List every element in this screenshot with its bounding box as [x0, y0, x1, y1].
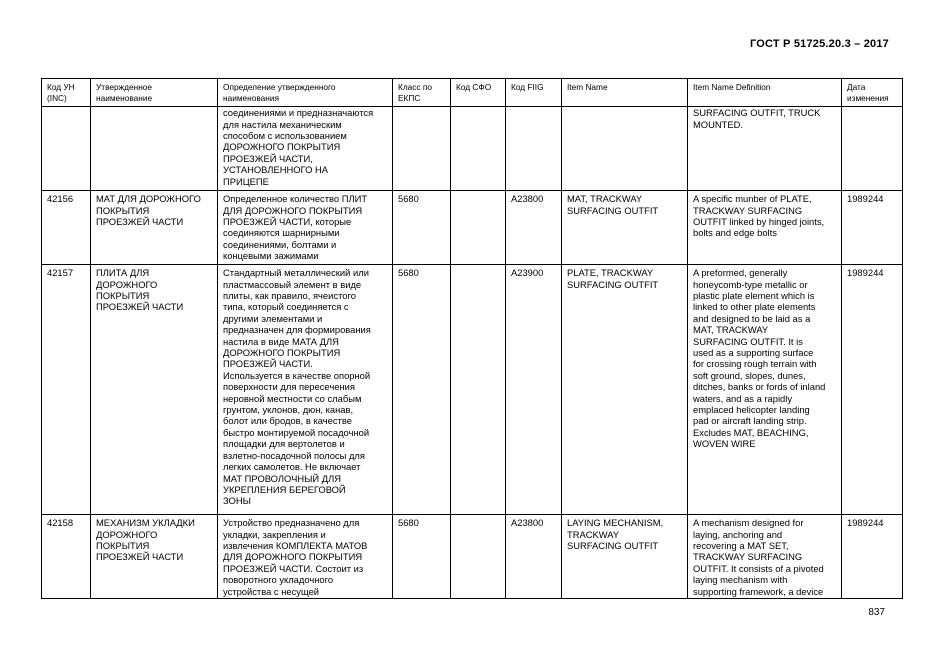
classification-table [41, 78, 903, 599]
cell-inc [42, 107, 91, 191]
cell-sfo-code [451, 515, 506, 599]
cell-inc: 42157 [42, 265, 91, 515]
cell-sfo-code [451, 265, 506, 515]
cell-item-name: PLATE, TRACKWAY SURFACING OUTFIT [562, 265, 688, 515]
cell-approved-name: МЕХАНИЗМ УКЛАДКИ ДОРОЖНОГО ПОКРЫТИЯ ПРОЕЗЖЕЙ ЧАСТИ [91, 515, 218, 599]
cell-definition: Определенное количество ПЛИТ ДЛЯ ДОРОЖНОГО ПОКРЫТИЯ ПРОЕЗЖЕЙ ЧАСТИ, которые соединяются шарнирными соединениями, болтами и концевыми зажимами [218, 191, 393, 265]
cell-fiig-code [506, 107, 562, 191]
table-header-row [42, 79, 903, 107]
col-header-item-name: Item Name [562, 79, 688, 107]
cell-definition: Устройство предназначено для укладки, закрепления и извлечения КОМПЛЕКТА МАТОВ ДЛЯ ДОРОЖНОГО ПОКРЫТИЯ ПРОЕЗЖЕЙ ЧАСТИ. Состоит из поворотного укладочного устройства с несущей [218, 515, 393, 599]
document-title: ГОСТ Р 51725.20.3 – 2017 [749, 38, 889, 50]
cell-definition: Стандартный металлический или пластмассовый элемент в виде плиты, как правило, ячеистого типа, который соединяется с другими элементами и предназначен для формирования настила в виде МАТА ДЛЯ ДОРОЖНОГО ПОКРЫТИЯ ПРОЕЗЖЕЙ ЧАСТИ. Используется в качестве опорной поверхности для пересечения неровной местности со слабым грунтом, уклонов, дюн, канав, болот или бродов, в качестве быстро монтируемой посадочной площадки для вертолетов и взлетно-посадочной полосы для легких самолетов. Не включает МАТ ПРОВОЛОЧНЫЙ ДЛЯ УКРЕПЛЕНИЯ БЕРЕГОВОЙ ЗОНЫ [218, 265, 393, 515]
cell-change-date: 1989244 [842, 265, 903, 515]
cell-item-definition: SURFACING OUTFIT, TRUCK MOUNTED. [688, 107, 842, 191]
cell-change-date: 1989244 [842, 191, 903, 265]
table-row [42, 515, 903, 599]
table-row [42, 265, 903, 515]
cell-approved-name: ПЛИТА ДЛЯ ДОРОЖНОГО ПОКРЫТИЯ ПРОЕЗЖЕЙ ЧАСТИ [91, 265, 218, 515]
cell-change-date: 1989244 [842, 515, 903, 599]
col-header-sfo-code: Код СФО [451, 79, 506, 107]
cell-inc: 42156 [42, 191, 91, 265]
col-header-item-name-definition: Item Name Definition [688, 79, 842, 107]
cell-item-definition: A preformed, generally honeycomb-type metallic or plastic plate element which is linked to other plate elements and designed to be laid as a MAT, TRACKWAY SURFACING OUTFIT. It is used as a supporting surface for crossing rough terrain with soft ground, slopes, dunes, ditches, banks or fords of inland waters, and as a rapidly emplaced helicopter landing pad or aircraft landing strip. Excludes MAT, BEACHING, WOVEN WIRE [688, 265, 842, 515]
col-header-change-date: Дата изменения [842, 79, 903, 107]
cell-fiig-code: A23800 [506, 191, 562, 265]
cell-item-definition: A mechanism designed for laying, anchoring and recovering a MAT SET, TRACKWAY SURFACING OUTFIT. It consists of a pivoted laying mechanism with supporting framework, a device [688, 515, 842, 599]
cell-item-definition: A specific munber of PLATE, TRACKWAY SURFACING OUTFIT linked by hinged joints, bolts and edge bolts [688, 191, 842, 265]
cell-fiig-code: A23800 [506, 515, 562, 599]
col-header-definition: Определение утвержденного наименования [218, 79, 393, 107]
cell-ekps-class: 5680 [393, 265, 451, 515]
cell-ekps-class: 5680 [393, 515, 451, 599]
cell-sfo-code [451, 191, 506, 265]
cell-definition: соединениями и предназначаются для настила механическим способом с использованием ДОРОЖНОГО ПОКРЫТИЯ ПРОЕЗЖЕЙ ЧАСТИ, УСТАНОВЛЕННОГО НА ПРИЦЕПЕ [218, 107, 393, 191]
cell-item-name: LAYING MECHANISM, TRACKWAY SURFACING OUTFIT [562, 515, 688, 599]
table-row [42, 107, 903, 191]
col-header-approved-name: Утвержденное наименование [91, 79, 218, 107]
cell-sfo-code [451, 107, 506, 191]
cell-ekps-class [393, 107, 451, 191]
cell-ekps-class: 5680 [393, 191, 451, 265]
cell-item-name: MAT, TRACKWAY SURFACING OUTFIT [562, 191, 688, 265]
page-number: 837 [868, 607, 885, 618]
cell-approved-name: МАТ ДЛЯ ДОРОЖНОГО ПОКРЫТИЯ ПРОЕЗЖЕЙ ЧАСТИ [91, 191, 218, 265]
cell-approved-name [91, 107, 218, 191]
table-row [42, 191, 903, 265]
cell-inc: 42158 [42, 515, 91, 599]
col-header-inc: Код УН (INC) [42, 79, 91, 107]
col-header-fiig-code: Код FIIG [506, 79, 562, 107]
cell-change-date [842, 107, 903, 191]
cell-item-name [562, 107, 688, 191]
cell-fiig-code: A23900 [506, 265, 562, 515]
col-header-ekps-class: Класс по ЕКПС [393, 79, 451, 107]
